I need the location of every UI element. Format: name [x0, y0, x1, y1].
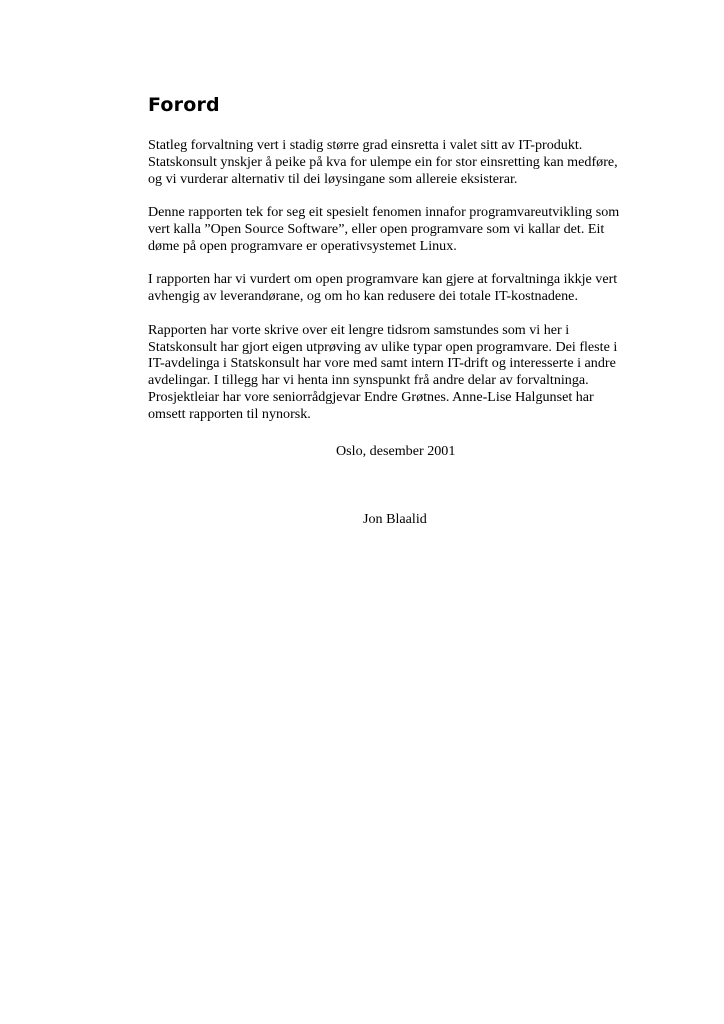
paragraph-line: avhengig av leverandørane, og om ho kan redusere dei totale IT-kostnadene. — [148, 288, 578, 305]
paragraph-line: døme på open programvare er operativsystemet Linux. — [148, 237, 457, 254]
paragraph-1 — [148, 137, 648, 187]
paragraph-line: Rapporten har vorte skrive over eit lengre tidsrom samstundes som vi her i — [148, 321, 570, 338]
signature-name: Jon Blaalid — [363, 511, 427, 527]
paragraph-line: avdelingar. I tillegg har vi henta inn synspunkt frå andre delar av forvaltninga. — [148, 372, 589, 389]
paragraph-2 — [148, 204, 648, 254]
paragraph-line: vert kalla ”Open Source Software”, eller open programvare som vi kallar det. Eit — [148, 220, 605, 237]
paragraph-line: og vi vurderar alternativ til dei løysingane som allereie eksisterar. — [148, 170, 518, 187]
paragraph-3 — [148, 271, 648, 305]
paragraph-line: Statleg forvaltning vert i stadig større grad einsretta i valet sitt av IT-produkt. — [148, 137, 583, 153]
paragraph-line: Prosjektleiar har vore seniorrådgjevar Endre Grøtnes. Anne-Lise Halgunset har — [148, 388, 594, 405]
paragraph-line: omsett rapporten til nynorsk. — [148, 405, 311, 422]
place-date: Oslo, desember 2001 — [336, 443, 456, 459]
paragraph-line: IT-avdelinga i Statskonsult har vore med samt intern IT-drift og interesserte i andre — [148, 355, 616, 372]
paragraph-line: I rapporten har vi vurdert om open programvare kan gjere at forvaltninga ikkje vert — [148, 271, 618, 288]
paragraph-line: Statskonsult ynskjer å peike på kva for ulempe ein for stor einsretting kan medføre, — [148, 153, 618, 170]
page-title: Forord — [148, 94, 220, 116]
paragraph-line: Denne rapporten tek for seg eit spesielt fenomen innafor programvareutvikling som — [148, 204, 620, 221]
paragraph-4 — [148, 322, 648, 423]
foreword-page — [148, 93, 648, 527]
paragraph-line: Statskonsult har gjort eigen utprøving av ulike typar open programvare. Dei fleste i — [148, 338, 618, 355]
